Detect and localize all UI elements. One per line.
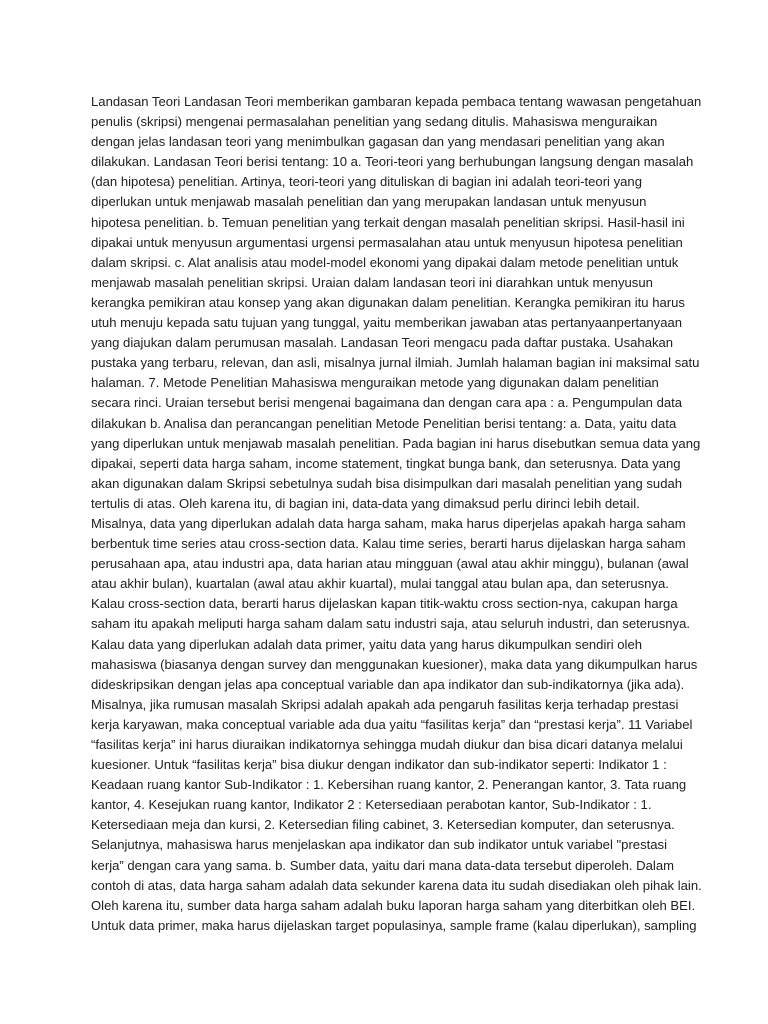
text-line: “fasilitas kerja” ini harus diuraikan indikatornya sehingga mudah diukur dan bisa dicari datanya melalui [91, 737, 683, 752]
text-line: Kalau data yang diperlukan adalah data primer, yaitu data yang harus dikumpulkan sendiri oleh [91, 636, 643, 652]
text-line: dilakukan. Landasan Teori berisi tentang: 10 a. Teori-teori yang berhubungan langsung dengan masalah [91, 154, 694, 170]
text-line: tertulis di atas. Oleh karena itu, di bagian ini, data-data yang dimaksud perlu dirinci lebih detail. [91, 495, 640, 511]
text-line: dideskripsikan dengan jelas apa conceptual variable dan apa indikator dan sub-indikatornya (jika ada). [91, 676, 685, 692]
text-line: kantor, 4. Kesejukan ruang kantor, Indikator 2 : Ketersediaan perabotan kantor, Sub-Indikator : 1. [91, 797, 652, 813]
text-line: perusahaan apa, atau industri apa, data harian atau mingguan (awal atau akhir minggu), bulanan (awal [91, 556, 689, 572]
text-line: mahasiswa (biasanya dengan survey dan menggunakan kuesioner), maka data yang dikumpulkan harus [91, 656, 698, 672]
text-line: Oleh karena itu, sumber data harga saham adalah buku laporan harga saham yang diterbitkan oleh BEI. [91, 897, 696, 913]
text-line: Misalnya, data yang diperlukan adalah data harga saham, maka harus diperjelas apakah harga saham [91, 515, 686, 531]
text-line: menjawab masalah penelitian skripsi. Uraian dalam landasan teori ini diarahkan untuk menyusun [91, 274, 653, 290]
text-line: dipakai, seperti data harga saham, income statement, tingkat bunga bank, dan seterusnya. Data yang [91, 455, 681, 471]
text-line: saham itu apakah meliputi harga saham dalam satu industri saja, atau seluruh industri, dan seterusnya. [91, 616, 691, 632]
text-line: kerja” dengan cara yang sama. b. Sumber data, yaitu dari mana data-data tersebut diperoleh. Dalam [91, 857, 675, 873]
text-line: hipotesa penelitian. b. Temuan penelitian yang terkait dengan masalah penelitian skripsi. Hasil-hasil ini [91, 214, 685, 230]
text-line: secara rinci. Uraian tersebut berisi mengenai bagaimana dan dengan cara apa : a. Pengumpulan data [91, 395, 683, 411]
text-line: kerja karyawan, maka conceptual variable ada dua yaitu “fasilitas kerja” dan “prestasi kerja”. 11 Variabel [91, 716, 693, 732]
text-line: diperlukan untuk menjawab masalah penelitian dan yang merupakan landasan untuk menyusun [91, 194, 647, 210]
text-line: berbentuk time series atau cross-section data. Kalau time series, berarti harus dijelaskan harga saham [91, 536, 686, 552]
text-line: Keadaan ruang kantor Sub-Indikator : 1. Kebersihan ruang kantor, 2. Penerangan kantor, 3. Tata ruang [91, 777, 687, 793]
text-line: atau akhir bulan), kuartalan (awal atau akhir kuartal), mulai tanggal atau bulan apa, dan seterusnya. [91, 576, 669, 592]
text-line: Untuk data primer, maka harus dijelaskan target populasinya, sample frame (kalau diperlukan), sampling [91, 917, 697, 933]
text-line: dilakukan b. Analisa dan perancangan penelitian Metode Penelitian berisi tentang: a. Data, yaitu data [91, 415, 677, 431]
text-line: Ketersediaan meja dan kursi, 2. Ketersedian filing cabinet, 3. Ketersedian komputer, dan seterusnya. [91, 817, 675, 833]
text-line: kerangka pemikiran atau konsep yang akan digunakan dalam penelitian. Kerangka pemikiran itu harus [91, 294, 685, 310]
text-line: akan digunakan dalam Skripsi sebetulnya sudah bisa disimpulkan dari masalah penelitian yang sudah [91, 475, 683, 491]
text-line: contoh di atas, data harga saham adalah data sekunder karena data itu sudah disediakan oleh pihak lain. [91, 877, 702, 893]
text-line: Selanjutnya, mahasiswa harus menjelaskan apa indikator dan sub indikator untuk variabel "prestasi [91, 837, 668, 853]
body-paragraph [91, 92, 702, 936]
text-line: dengan jelas landasan teori yang menimbulkan gagasan dan yang mendasari penelitian yang akan [91, 134, 665, 150]
text-line: yang diperlukan untuk menjawab masalah penelitian. Pada bagian ini harus disebutkan semua data yang [91, 435, 701, 451]
text-line: kuesioner. Untuk “fasilitas kerja” bisa diukur dengan indikator dan sub-indikator seperti: Indikator 1 : [91, 757, 667, 773]
text-line: penulis (skripsi) mengenai permasalahan penelitian yang sedang ditulis. Mahasiswa menguraikan [91, 114, 658, 130]
text-line: dipakai untuk menyusun argumentasi urgensi permasalahan atau untuk menyusun hipotesa penelitian [91, 234, 683, 250]
text-line: yang diajukan dalam perumusan masalah. Landasan Teori mengacu pada daftar pustaka. Usahakan [91, 335, 674, 351]
text-line: Misalnya, jika rumusan masalah Skripsi adalah apakah ada pengaruh fasilitas kerja terhadap prestasi [91, 696, 679, 712]
text-line: Kalau cross-section data, berarti harus dijelaskan kapan titik-waktu cross section-nya, cakupan harga [91, 596, 678, 612]
text-line: halaman. 7. Metode Penelitian Mahasiswa menguraikan metode yang digunakan dalam penelitian [91, 375, 659, 391]
text-line: (dan hipotesa) penelitian. Artinya, teori-teori yang dituliskan di bagian ini adalah teori-teori yang [91, 174, 642, 190]
text-line: utuh menuju kepada satu tujuan yang tunggal, yaitu memberikan jawaban atas pertanyaanpertanyaan [91, 315, 683, 331]
text-line: Landasan Teori Landasan Teori memberikan gambaran kepada pembaca tentang wawasan pengetahuan [91, 94, 702, 109]
text-line: dalam skripsi. c. Alat analisis atau model-model ekonomi yang dipakai dalam metode penelitian untuk [91, 254, 679, 270]
text-line: pustaka yang terbaru, relevan, dan asli, misalnya jurnal ilmiah. Jumlah halaman bagian ini maksimal satu [91, 355, 700, 371]
